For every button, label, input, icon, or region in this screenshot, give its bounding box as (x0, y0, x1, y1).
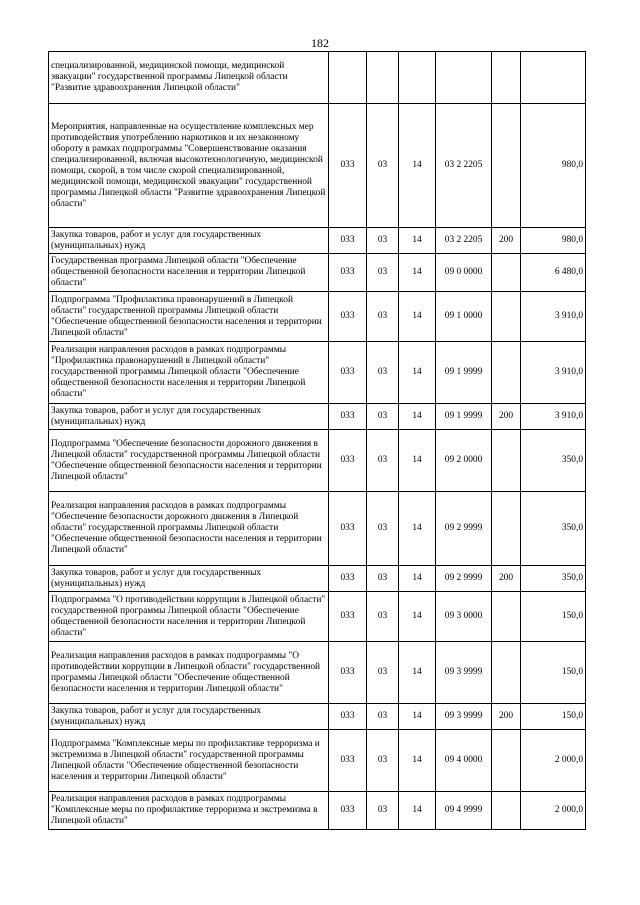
row-grbs: 033 (329, 566, 367, 592)
row-sum: 980,0 (521, 228, 586, 254)
row-sum: 3 910,0 (521, 404, 586, 430)
row-expense-type: 200 (492, 566, 521, 592)
row-section: 03 (367, 642, 399, 704)
row-sum: 350,0 (521, 492, 586, 566)
row-subsection: 14 (399, 642, 436, 704)
table-row (49, 254, 586, 292)
row-expense-type (492, 492, 521, 566)
row-section: 03 (367, 730, 399, 792)
row-target-article (436, 52, 492, 104)
row-sum: 3 910,0 (521, 292, 586, 342)
row-subsection (399, 52, 436, 104)
table-row (49, 792, 586, 830)
row-expense-type (492, 792, 521, 830)
table-row (49, 228, 586, 254)
row-sum: 350,0 (521, 566, 586, 592)
row-expense-type: 200 (492, 404, 521, 430)
row-name: Закупка товаров, работ и услуг для государственных (муниципальных) нужд (49, 704, 329, 730)
row-expense-type (492, 52, 521, 104)
row-expense-type (492, 592, 521, 642)
table-row (49, 642, 586, 704)
table-body (49, 52, 586, 830)
row-target-article: 09 1 0000 (436, 292, 492, 342)
row-section: 03 (367, 492, 399, 566)
page-number: 182 (311, 36, 329, 50)
row-target-article: 09 1 9999 (436, 342, 492, 404)
row-subsection: 14 (399, 254, 436, 292)
row-section: 03 (367, 404, 399, 430)
row-expense-type (492, 730, 521, 792)
row-subsection: 14 (399, 104, 436, 228)
row-target-article: 09 2 9999 (436, 566, 492, 592)
row-name: Подпрограмма "О противодействии коррупции в Липецкой области" государственной программы Липецкой области "Обеспечение общественной безопасности населения и территории Липецкой области" (49, 592, 329, 642)
row-section: 03 (367, 292, 399, 342)
row-grbs: 033 (329, 730, 367, 792)
row-grbs: 033 (329, 430, 367, 492)
budget-table (48, 51, 586, 830)
row-name: Подпрограмма "Профилактика правонарушений в Липецкой области" государственной программы Липецкой области "Обеспечение общественной безопасности населения и территории Липецкой области" (49, 292, 329, 342)
row-sum: 350,0 (521, 430, 586, 492)
row-target-article: 09 3 9999 (436, 642, 492, 704)
row-grbs: 033 (329, 642, 367, 704)
row-subsection: 14 (399, 430, 436, 492)
row-subsection: 14 (399, 228, 436, 254)
row-section: 03 (367, 566, 399, 592)
row-section: 03 (367, 228, 399, 254)
table-row (49, 592, 586, 642)
row-subsection: 14 (399, 342, 436, 404)
row-subsection: 14 (399, 492, 436, 566)
row-section: 03 (367, 342, 399, 404)
row-grbs: 033 (329, 342, 367, 404)
row-name: Реализация направления расходов в рамках подпрограммы "Комплексные меры по профилактике терроризма и экстремизма в Липецкой области" (49, 792, 329, 830)
row-target-article: 09 0 0000 (436, 254, 492, 292)
table-row (49, 104, 586, 228)
row-grbs: 033 (329, 228, 367, 254)
row-expense-type (492, 342, 521, 404)
row-section: 03 (367, 592, 399, 642)
row-section (367, 52, 399, 104)
row-target-article: 03 2 2205 (436, 228, 492, 254)
table-row (49, 566, 586, 592)
table-row (49, 342, 586, 404)
row-name: Реализация направления расходов в рамках подпрограммы "Профилактика правонарушений в Липецкой области" государственной программы Липецкой области "Обеспечение общественной безопасности населения и территории Липецкой области" (49, 342, 329, 404)
row-grbs: 033 (329, 104, 367, 228)
row-section: 03 (367, 704, 399, 730)
row-section: 03 (367, 254, 399, 292)
row-sum: 6 480,0 (521, 254, 586, 292)
row-name: Закупка товаров, работ и услуг для государственных (муниципальных) нужд (49, 566, 329, 592)
row-grbs: 033 (329, 292, 367, 342)
row-subsection: 14 (399, 792, 436, 830)
row-grbs: 033 (329, 404, 367, 430)
row-target-article: 09 2 9999 (436, 492, 492, 566)
row-section: 03 (367, 430, 399, 492)
row-target-article: 09 3 0000 (436, 592, 492, 642)
row-subsection: 14 (399, 592, 436, 642)
row-sum: 150,0 (521, 592, 586, 642)
row-target-article: 09 4 9999 (436, 792, 492, 830)
row-name: Закупка товаров, работ и услуг для государственных (муниципальных) нужд (49, 228, 329, 254)
row-name: Мероприятия, направленные на осуществление комплексных мер противодействия употреблению наркотиков и их незаконному обороту в рамках подпрограммы "Совершенствование оказания специализированной, включая высокотехнологичную, медицинской помощи, скорой, в том числе скорой специализированной, медицинской помощи, медицинской эвакуации" государственной программы Липецкой области "Развитие здравоохранения Липецкой области" (49, 104, 329, 228)
row-expense-type (492, 642, 521, 704)
row-expense-type (492, 254, 521, 292)
row-name: Закупка товаров, работ и услуг для государственных (муниципальных) нужд (49, 404, 329, 430)
row-sum: 2 000,0 (521, 730, 586, 792)
table-row (49, 492, 586, 566)
row-name: Подпрограмма "Обеспечение безопасности дорожного движения в Липецкой области" государственной программы Липецкой области "Обеспечение общественной безопасности населения и территории Липецкой области" (49, 430, 329, 492)
row-name: Государственная программа Липецкой области "Обеспечение общественной безопасности населения и территории Липецкой области" (49, 254, 329, 292)
table-row (49, 404, 586, 430)
row-grbs: 033 (329, 792, 367, 830)
row-target-article: 09 2 0000 (436, 430, 492, 492)
row-expense-type: 200 (492, 704, 521, 730)
row-sum (521, 52, 586, 104)
row-target-article: 09 1 9999 (436, 404, 492, 430)
row-sum: 150,0 (521, 642, 586, 704)
table-row (49, 430, 586, 492)
row-subsection: 14 (399, 404, 436, 430)
table-row (49, 52, 586, 104)
row-name: Реализация направления расходов в рамках подпрограммы "О противодействии коррупции в Липецкой области" государственной программы Липецкой области "Обеспечение общественной безопасности населения и территории Липецкой области" (49, 642, 329, 704)
row-section: 03 (367, 104, 399, 228)
table-row (49, 704, 586, 730)
row-expense-type (492, 292, 521, 342)
row-grbs: 033 (329, 704, 367, 730)
row-name: Реализация направления расходов в рамках подпрограммы "Обеспечение безопасности дорожного движения в Липецкой области" государственной программы Липецкой области "Обеспечение общественной безопасности населения и территории Липецкой области" (49, 492, 329, 566)
row-grbs: 033 (329, 592, 367, 642)
row-grbs: 033 (329, 254, 367, 292)
row-name: специализированной, медицинской помощи, медицинской эвакуации" государственной программы Липецкой области "Развитие здравоохранения Липецкой области" (49, 52, 329, 104)
row-target-article: 03 2 2205 (436, 104, 492, 228)
row-target-article: 09 4 0000 (436, 730, 492, 792)
row-sum: 980,0 (521, 104, 586, 228)
row-sum: 150,0 (521, 704, 586, 730)
row-name: Подпрограмма "Комплексные меры по профилактике терроризма и экстремизма в Липецкой области" государственной программы Липецкой области "Обеспечение общественной безопасности населения и территории Липецкой области" (49, 730, 329, 792)
row-grbs (329, 52, 367, 104)
row-expense-type: 200 (492, 228, 521, 254)
row-section: 03 (367, 792, 399, 830)
row-subsection: 14 (399, 704, 436, 730)
row-sum: 3 910,0 (521, 342, 586, 404)
row-subsection: 14 (399, 566, 436, 592)
row-expense-type (492, 104, 521, 228)
row-subsection: 14 (399, 292, 436, 342)
table-row (49, 292, 586, 342)
table-row (49, 730, 586, 792)
row-sum: 2 000,0 (521, 792, 586, 830)
row-expense-type (492, 430, 521, 492)
row-grbs: 033 (329, 492, 367, 566)
row-subsection: 14 (399, 730, 436, 792)
row-target-article: 09 3 9999 (436, 704, 492, 730)
